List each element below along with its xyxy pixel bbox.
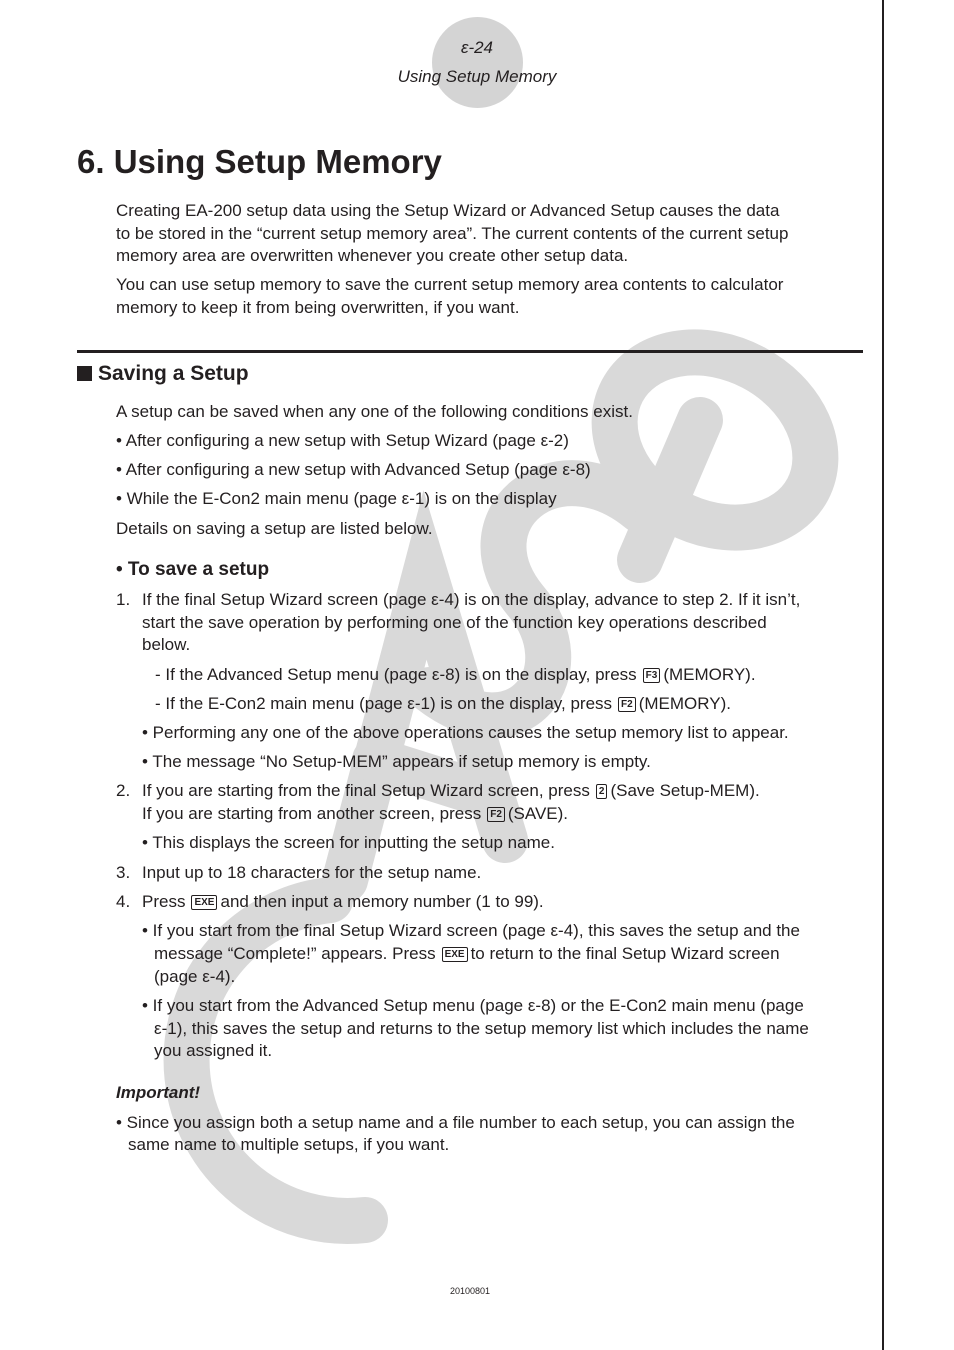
f3-key-icon: F3 [643,668,661,683]
sub-step [155,692,731,715]
exe-key-icon: EXE [442,947,468,962]
intro-line: You can use setup memory to save the current setup memory area contents to calculator [116,275,784,294]
step-number: 4. [116,892,131,911]
step-text-after: (Save Setup-MEM). [610,781,760,800]
step-text [142,779,760,802]
intro-line: memory to keep it from being overwritten, if you want. [116,298,520,317]
intro-line: Creating EA-200 setup data using the Setup Wizard or Advanced Setup causes the data [116,201,780,220]
important-text: same name to multiple setups, if you want. [128,1135,450,1154]
step-text: Input up to 18 characters for the setup name. [142,863,482,882]
step-text [142,890,544,913]
sub-step [155,663,756,686]
step-text: below. [142,635,191,654]
condition-item: • After configuring a new setup with Advanced Setup (page ε-8) [116,460,591,479]
exe-key-icon: EXE [191,895,217,910]
footer-code: 20100801 [449,1286,491,1296]
step-note: • If you start from the final Setup Wizard screen (page ε-4), this saves the setup and the [142,921,800,940]
section-heading [77,362,249,386]
chapter-title: 6. Using Setup Memory [77,143,442,180]
step-text-after: and then input a memory number (1 to 99). [220,892,544,911]
sub-step-after: (MEMORY). [663,665,756,684]
f2-key-icon: F2 [618,697,636,712]
step-text-part: If you are starting from the final Setup Wizard screen, press [142,781,590,800]
running-title: Using Setup Memory [397,67,557,86]
step-text-part: Press [142,892,186,911]
step-number: 1. [116,590,131,609]
step-number: 3. [116,863,131,882]
intro-line: to be stored in the “current setup memory area”. The current contents of the current setup [116,224,789,243]
step-text-part: If you are starting from another screen, press [142,804,482,823]
step-note: • Performing any one of the above operations causes the setup memory list to appear. [142,723,789,742]
condition-item: • While the E-Con2 main menu (page ε-1) is on the display [116,489,557,508]
step-note: you assigned it. [154,1041,273,1060]
step-note-part: message “Complete!” appears. Press [154,944,436,963]
step-note: • This displays the screen for inputting the setup name. [142,833,555,852]
step-text: start the save operation by performing one of the function key operations described [142,613,767,632]
step-text: If the final Setup Wizard screen (page ε-4) is on the display, advance to step 2. If it isn’t, [142,590,801,609]
intro-line: memory area are overwritten whenever you create other setup data. [116,246,629,265]
f2-key-icon: F2 [487,807,505,822]
procedure-title: • To save a setup [116,559,270,580]
page-number: ε-24 [460,38,494,57]
sub-step-text: - If the Advanced Setup menu (page ε-8) is on the display, press [155,665,637,684]
step-text-after: (SAVE). [507,804,569,823]
step-note: • The message “No Setup-MEM” appears if setup memory is empty. [142,752,651,771]
2-key-icon: 2 [596,784,608,799]
condition-item: • After configuring a new setup with Setup Wizard (page ε-2) [116,431,569,450]
step-note [154,942,780,965]
step-number: 2. [116,781,131,800]
important-label: Important! [116,1083,201,1102]
step-note: ε-1), this saves the setup and returns to the setup memory list which includes the name [154,1019,809,1038]
step-note: (page ε-4). [154,967,236,986]
important-text: • Since you assign both a setup name and a file number to each setup, you can assign the [116,1113,795,1132]
section-title: Saving a Setup [98,362,249,385]
sub-step-after: (MEMORY). [638,694,731,713]
sub-step-text: - If the E-Con2 main menu (page ε-1) is on the display, press [155,694,613,713]
step-note-after: to return to the final Setup Wizard screen [470,944,780,963]
page-edge-rule [882,0,884,1350]
conditions-lead: A setup can be saved when any one of the following conditions exist. [116,402,633,421]
section-rule [77,350,863,353]
step-text [142,802,568,825]
step-note: • If you start from the Advanced Setup menu (page ε-8) or the E-Con2 main menu (page [142,996,804,1015]
square-bullet-icon [77,366,92,381]
header-circle [432,17,523,108]
conditions-tail: Details on saving a setup are listed below. [116,519,433,538]
